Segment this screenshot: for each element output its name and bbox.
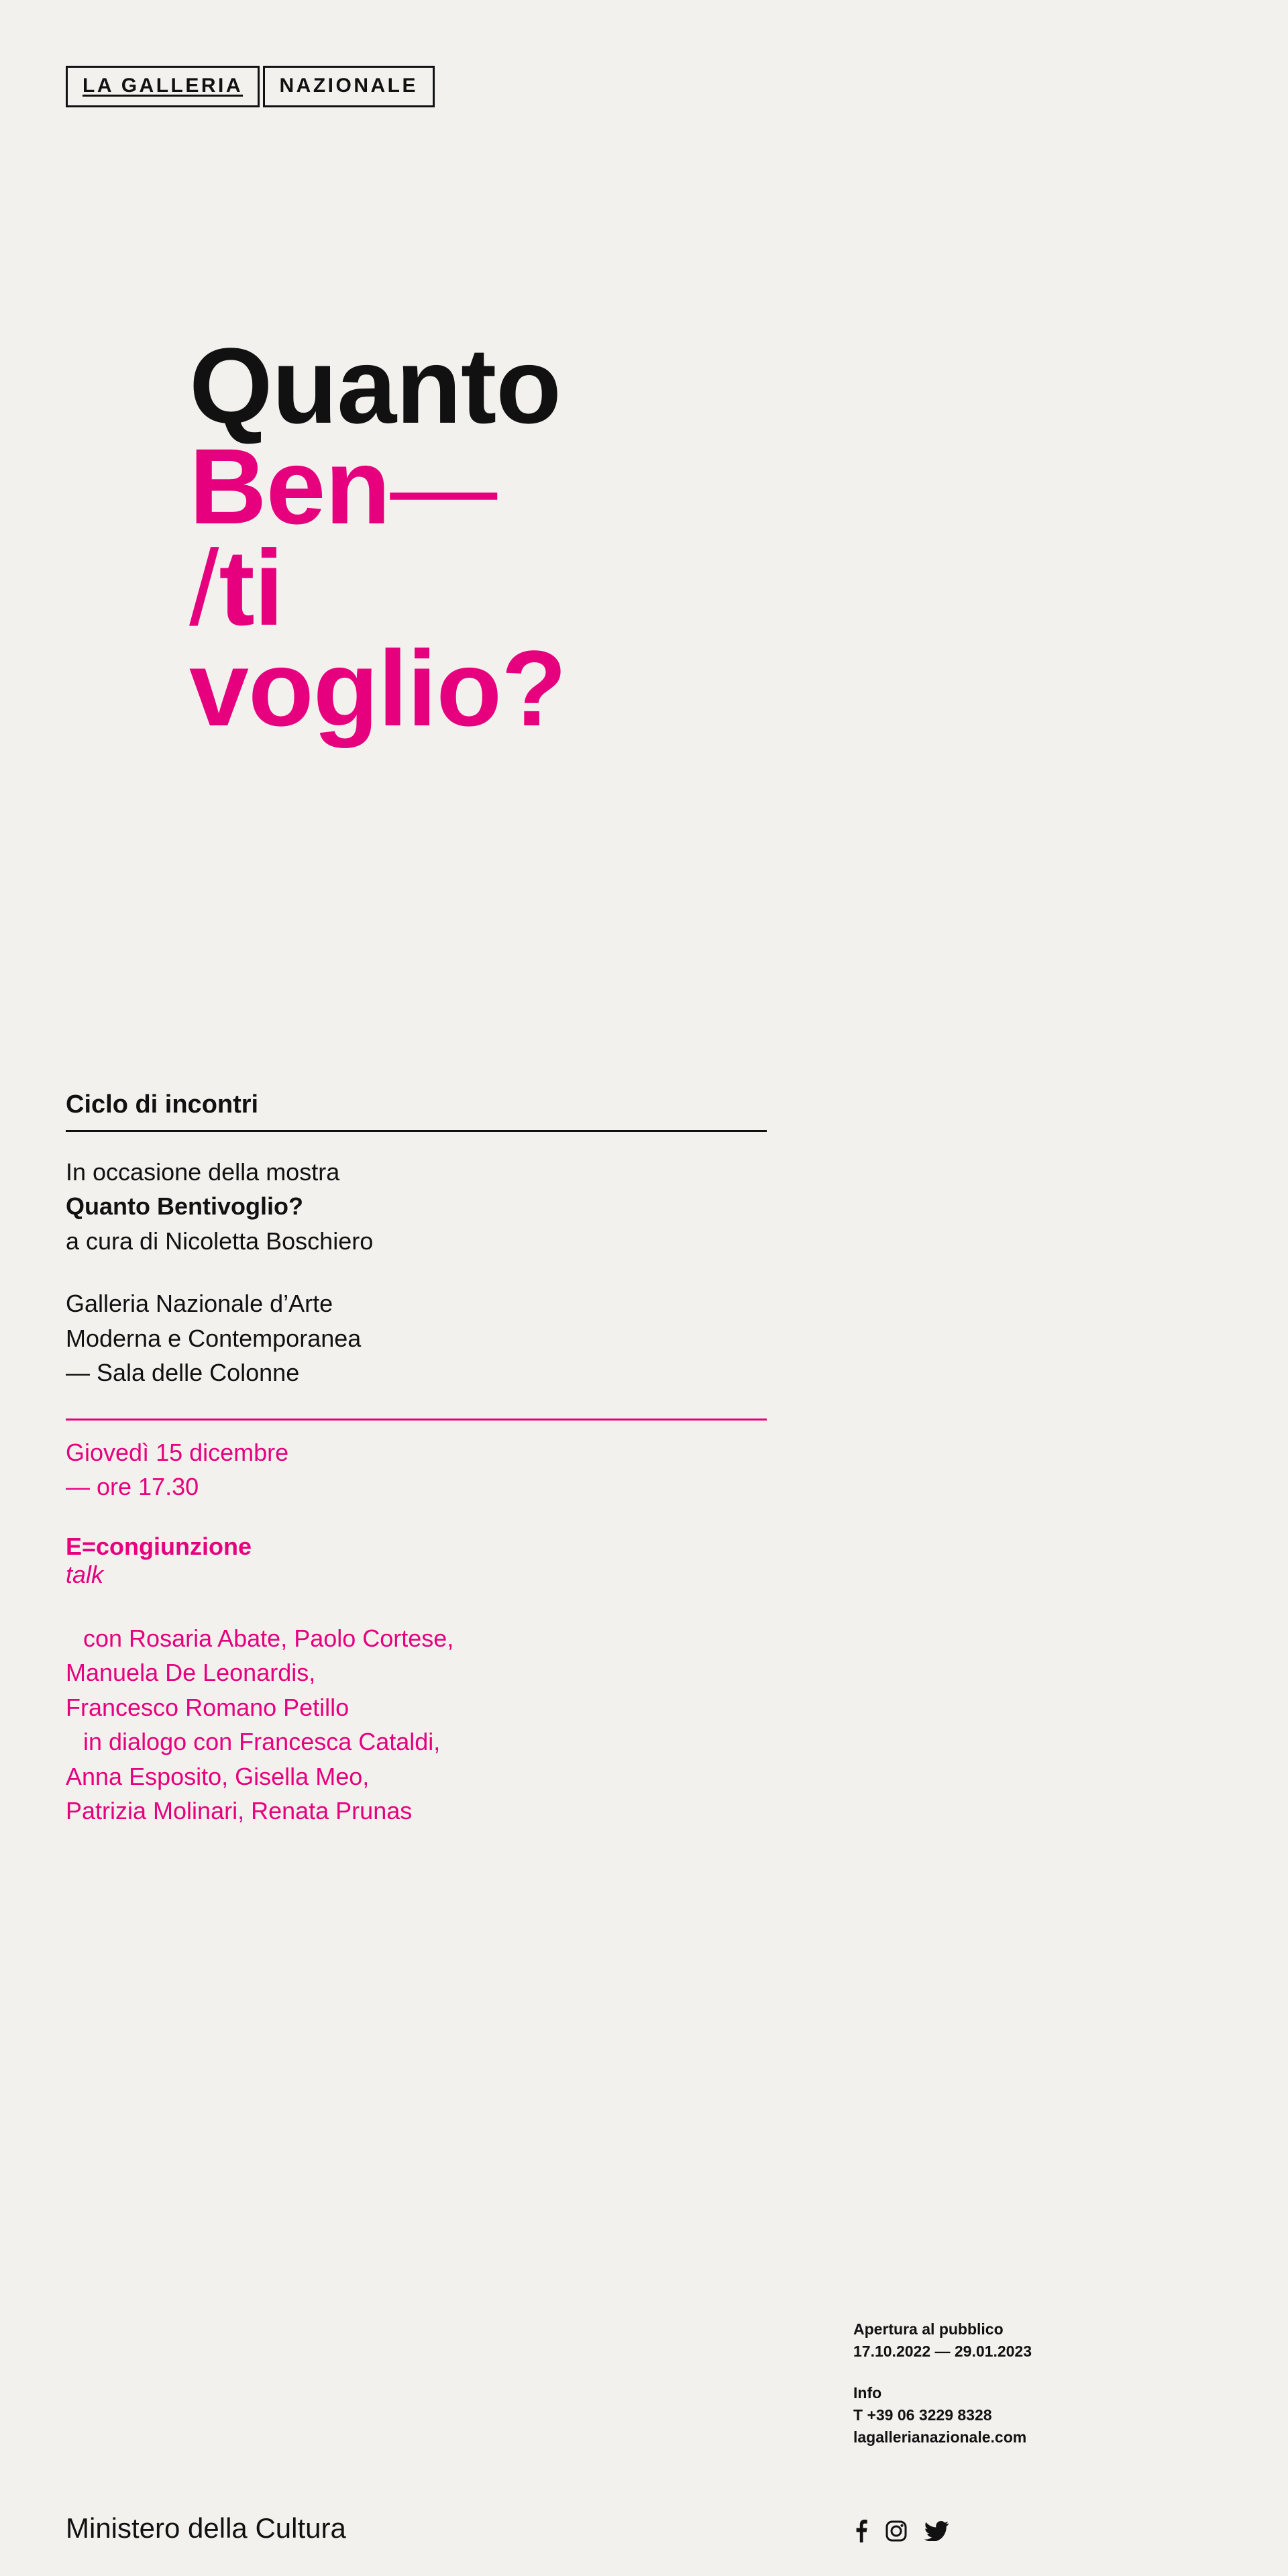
title-line-voglio: voglio? — [189, 628, 566, 749]
occasion-exhibition-title: Quanto Bentivoglio? — [66, 1192, 303, 1221]
facebook-icon[interactable] — [853, 2520, 868, 2542]
occasion-curator: a cura di Nicoletta Boschiero — [66, 1227, 374, 1255]
section-heading: Ciclo di incontri — [66, 1090, 767, 1132]
logo-underline-la: LA GALLERIA — [83, 74, 244, 97]
logo-text-la-galleria — [83, 76, 243, 96]
event-credits — [66, 1621, 777, 1828]
opening-group — [853, 2318, 1032, 2363]
logo-box-line2 — [263, 66, 435, 107]
title-slash: / — [189, 527, 219, 648]
title-line-quanto: Quanto — [189, 325, 561, 446]
credits-line-5: Anna Esposito, Gisella Meo, — [66, 1762, 370, 1790]
event-date-time: — ore 17.30 — [66, 1473, 199, 1501]
credits-line-2: Manuela De Leonardis, — [66, 1659, 316, 1687]
event-date-day: Giovedì 15 dicembre — [66, 1438, 289, 1466]
event-date — [66, 1435, 777, 1504]
info-label: Info — [853, 2383, 882, 2402]
ministry-label: Ministero della Cultura — [66, 2512, 346, 2544]
info-group — [853, 2382, 1032, 2449]
social-links[interactable] — [853, 2520, 949, 2542]
opening-dates: 17.10.2022 — 29.01.2023 — [853, 2342, 1032, 2361]
accent-divider — [66, 1419, 767, 1421]
credits-line-1: con Rosaria Abate, Paolo Cortese, — [83, 1624, 454, 1652]
occasion-line-1: In occasione della mostra — [66, 1158, 340, 1186]
gallery-logo — [66, 66, 435, 121]
logo-box-line1 — [66, 66, 260, 107]
event-type: talk — [66, 1560, 104, 1588]
credits-line-4: in dialogo con Francesca Cataldi, — [83, 1728, 441, 1756]
event-title: E=congiunzione — [66, 1532, 252, 1560]
occasion-paragraph — [66, 1155, 777, 1258]
title-line-ti — [189, 527, 566, 648]
title-dash: — — [390, 426, 498, 547]
phone-number: T +39 06 3229 8328 — [853, 2406, 992, 2424]
poster-title — [189, 325, 566, 749]
footer-details — [853, 2318, 1032, 2459]
logo-text-nazionale: NAZIONALE — [279, 74, 418, 97]
opening-label: Apertura al pubblico — [853, 2320, 1004, 2338]
instagram-icon[interactable] — [885, 2520, 907, 2542]
title-line-ben — [189, 426, 566, 547]
credits-line-6: Patrizia Molinari, Renata Prunas — [66, 1797, 413, 1825]
info-column — [66, 1090, 777, 1828]
title-word-ben: Ben — [189, 426, 390, 547]
venue-paragraph — [66, 1286, 777, 1390]
venue-line-2: Moderna e Contemporanea — [66, 1324, 362, 1352]
credits-line-3: Francesco Romano Petillo — [66, 1693, 350, 1721]
venue-line-1: Galleria Nazionale d’Arte — [66, 1290, 333, 1318]
venue-room: — Sala delle Colonne — [66, 1359, 300, 1387]
twitter-icon[interactable] — [924, 2521, 949, 2541]
website-link[interactable]: lagallerianazionale.com — [853, 2428, 1027, 2446]
title-word-ti: ti — [219, 527, 284, 648]
